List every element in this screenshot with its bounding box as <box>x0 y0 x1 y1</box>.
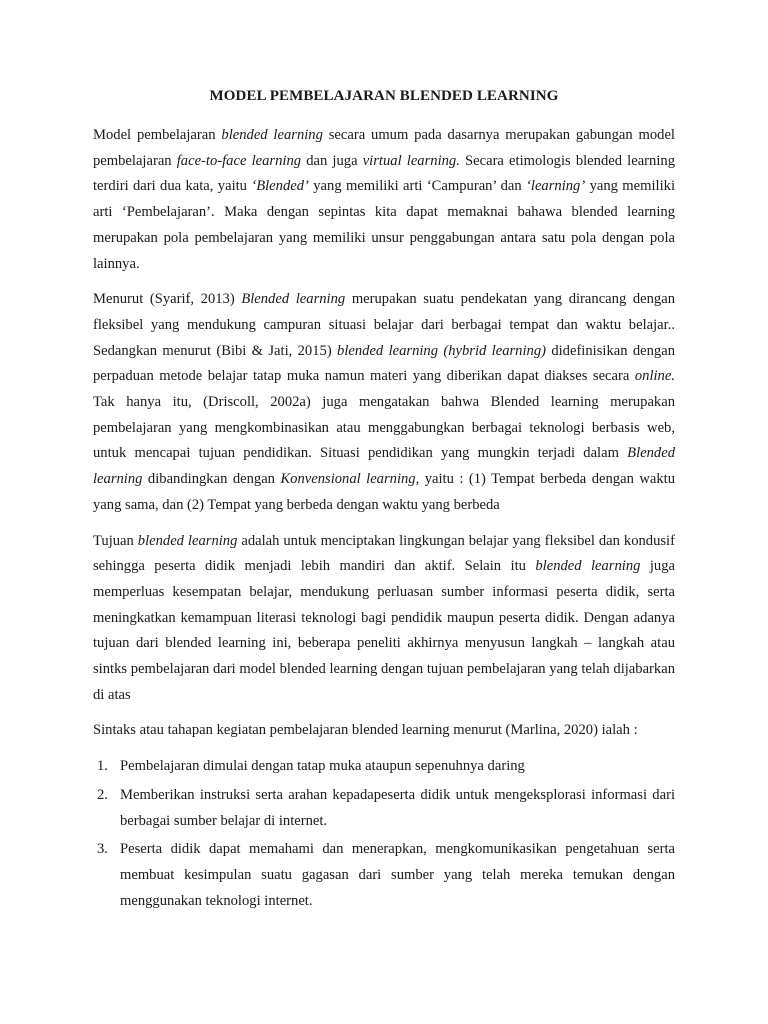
paragraph <box>93 718 675 744</box>
text-run: Tujuan <box>93 532 138 549</box>
list-item <box>93 837 675 914</box>
list-number: 3. <box>97 841 108 858</box>
text-run: Tak hanya itu, (Driscoll, 2002a) juga mengatakan bahwa Blended learning merupakan pembelajaran yang mengkombinasikan atau menggabungkan berbagai teknologi berbasis web, untuk mencapai tujuan pendidikan. Situasi pendidikan yang mungkin terjadi dalam <box>93 394 675 462</box>
text-run: merupakan suatu pendekatan yang dirancang dengan fleksibel yang mendukung campuran situasi belajar dari berbagai tempat dan waktu belajar.. Sedangkan menurut (Bibi & Jati, 2015) <box>93 291 675 359</box>
text-run: dan juga <box>301 152 363 169</box>
paragraph <box>93 287 675 518</box>
italic-text: Blended learning <box>241 291 346 308</box>
italic-text: blended learning (hybrid learning) <box>337 342 546 359</box>
list-item-text: Pembelajaran dimulai dengan tatap muka ataupun sepenuhnya daring <box>120 758 525 775</box>
text-run: juga memperluas kesempatan belajar, mendukung perluasan sumber informasi peserta didik, serta meningkatkan kemampuan literasi teknologi bagi pendidik maupun peserta didik. Dengan adanya tujuan dari blended learning ini, beberapa peneliti akhirnya menyusun langkah – langkah atau sintks pembelajaran dari model blended learning dengan tujuan pembelajaran yang telah dijabarkan di atas <box>93 558 675 703</box>
text-run: Sintaks atau tahapan kegiatan pembelajaran blended learning menurut (Marlina, 2020) ialah : <box>93 722 638 739</box>
text-run: yang memiliki arti ‘Campuran’ dan <box>308 178 527 195</box>
list-number: 2. <box>97 786 108 803</box>
text-run: secara umum pada dasarnya merupakan gabungan model pembelajaran <box>93 127 675 169</box>
italic-text: online. <box>634 368 675 385</box>
list-item <box>93 754 675 780</box>
document-body <box>93 123 675 744</box>
text-run: dibandingkan dengan <box>142 471 281 488</box>
italic-text: blended learning <box>535 558 641 575</box>
text-run: adalah untuk menciptakan lingkungan belajar yang fleksibel dan kondusif sehingga peserta didik menjadi lebih mandiri dan aktif. Selain itu <box>93 532 675 575</box>
italic-text: Blended learning <box>93 445 675 488</box>
text-run: yang memiliki arti ‘Pembelajaran’. Maka dengan sepintas kita dapat memaknai bahawa blended learning merupakan pola pembelajaran yang memiliki unsur penggabungan antara satu pola dengan pola lainnya. <box>93 178 675 272</box>
italic-text: ‘Blended’ <box>251 178 309 195</box>
text-run: Secara etimologis blended learning terdiri dari dua kata, yaitu <box>93 152 675 195</box>
list-item-text: Memberikan instruksi serta arahan kepadapeserta didik untuk mengeksplorasi informasi dari berbagai sumber belajar di internet. <box>120 786 675 829</box>
document-title: MODEL PEMBELAJARAN BLENDED LEARNING <box>209 88 559 104</box>
text-run: Menurut (Syarif, 2013) <box>93 291 242 308</box>
italic-text: blended learning <box>221 127 323 143</box>
list-item-text: Peserta didik dapat memahami dan menerapkan, mengkomunikasikan pengetahuan serta membuat kesimpulan suatu gagasan dari sumber yang telah mereka temukan dengan menggunakan teknologi internet. <box>120 841 675 909</box>
italic-text: virtual learning. <box>362 152 460 169</box>
syntax-steps-list <box>93 754 675 914</box>
italic-text: ‘learning’ <box>526 178 586 195</box>
text-run: Model pembelajaran <box>93 127 222 143</box>
paragraph <box>93 123 675 277</box>
text-run: , yaitu : (1) Tempat berbeda dengan waktu yang sama, dan (2) Tempat yang berbeda dengan waktu yang berbeda <box>93 471 675 513</box>
italic-text: face-to-face learning <box>176 152 302 169</box>
document-page <box>93 86 675 917</box>
list-number: 1. <box>97 758 108 775</box>
paragraph <box>93 529 675 709</box>
text-run: didefinisikan dengan perpaduan metode belajar tatap muka namun materi yang diberikan dapat diakses secara <box>93 342 676 385</box>
list-item <box>93 783 675 834</box>
italic-text: blended learning <box>137 532 238 549</box>
italic-text: Konvensional learning <box>280 471 416 488</box>
